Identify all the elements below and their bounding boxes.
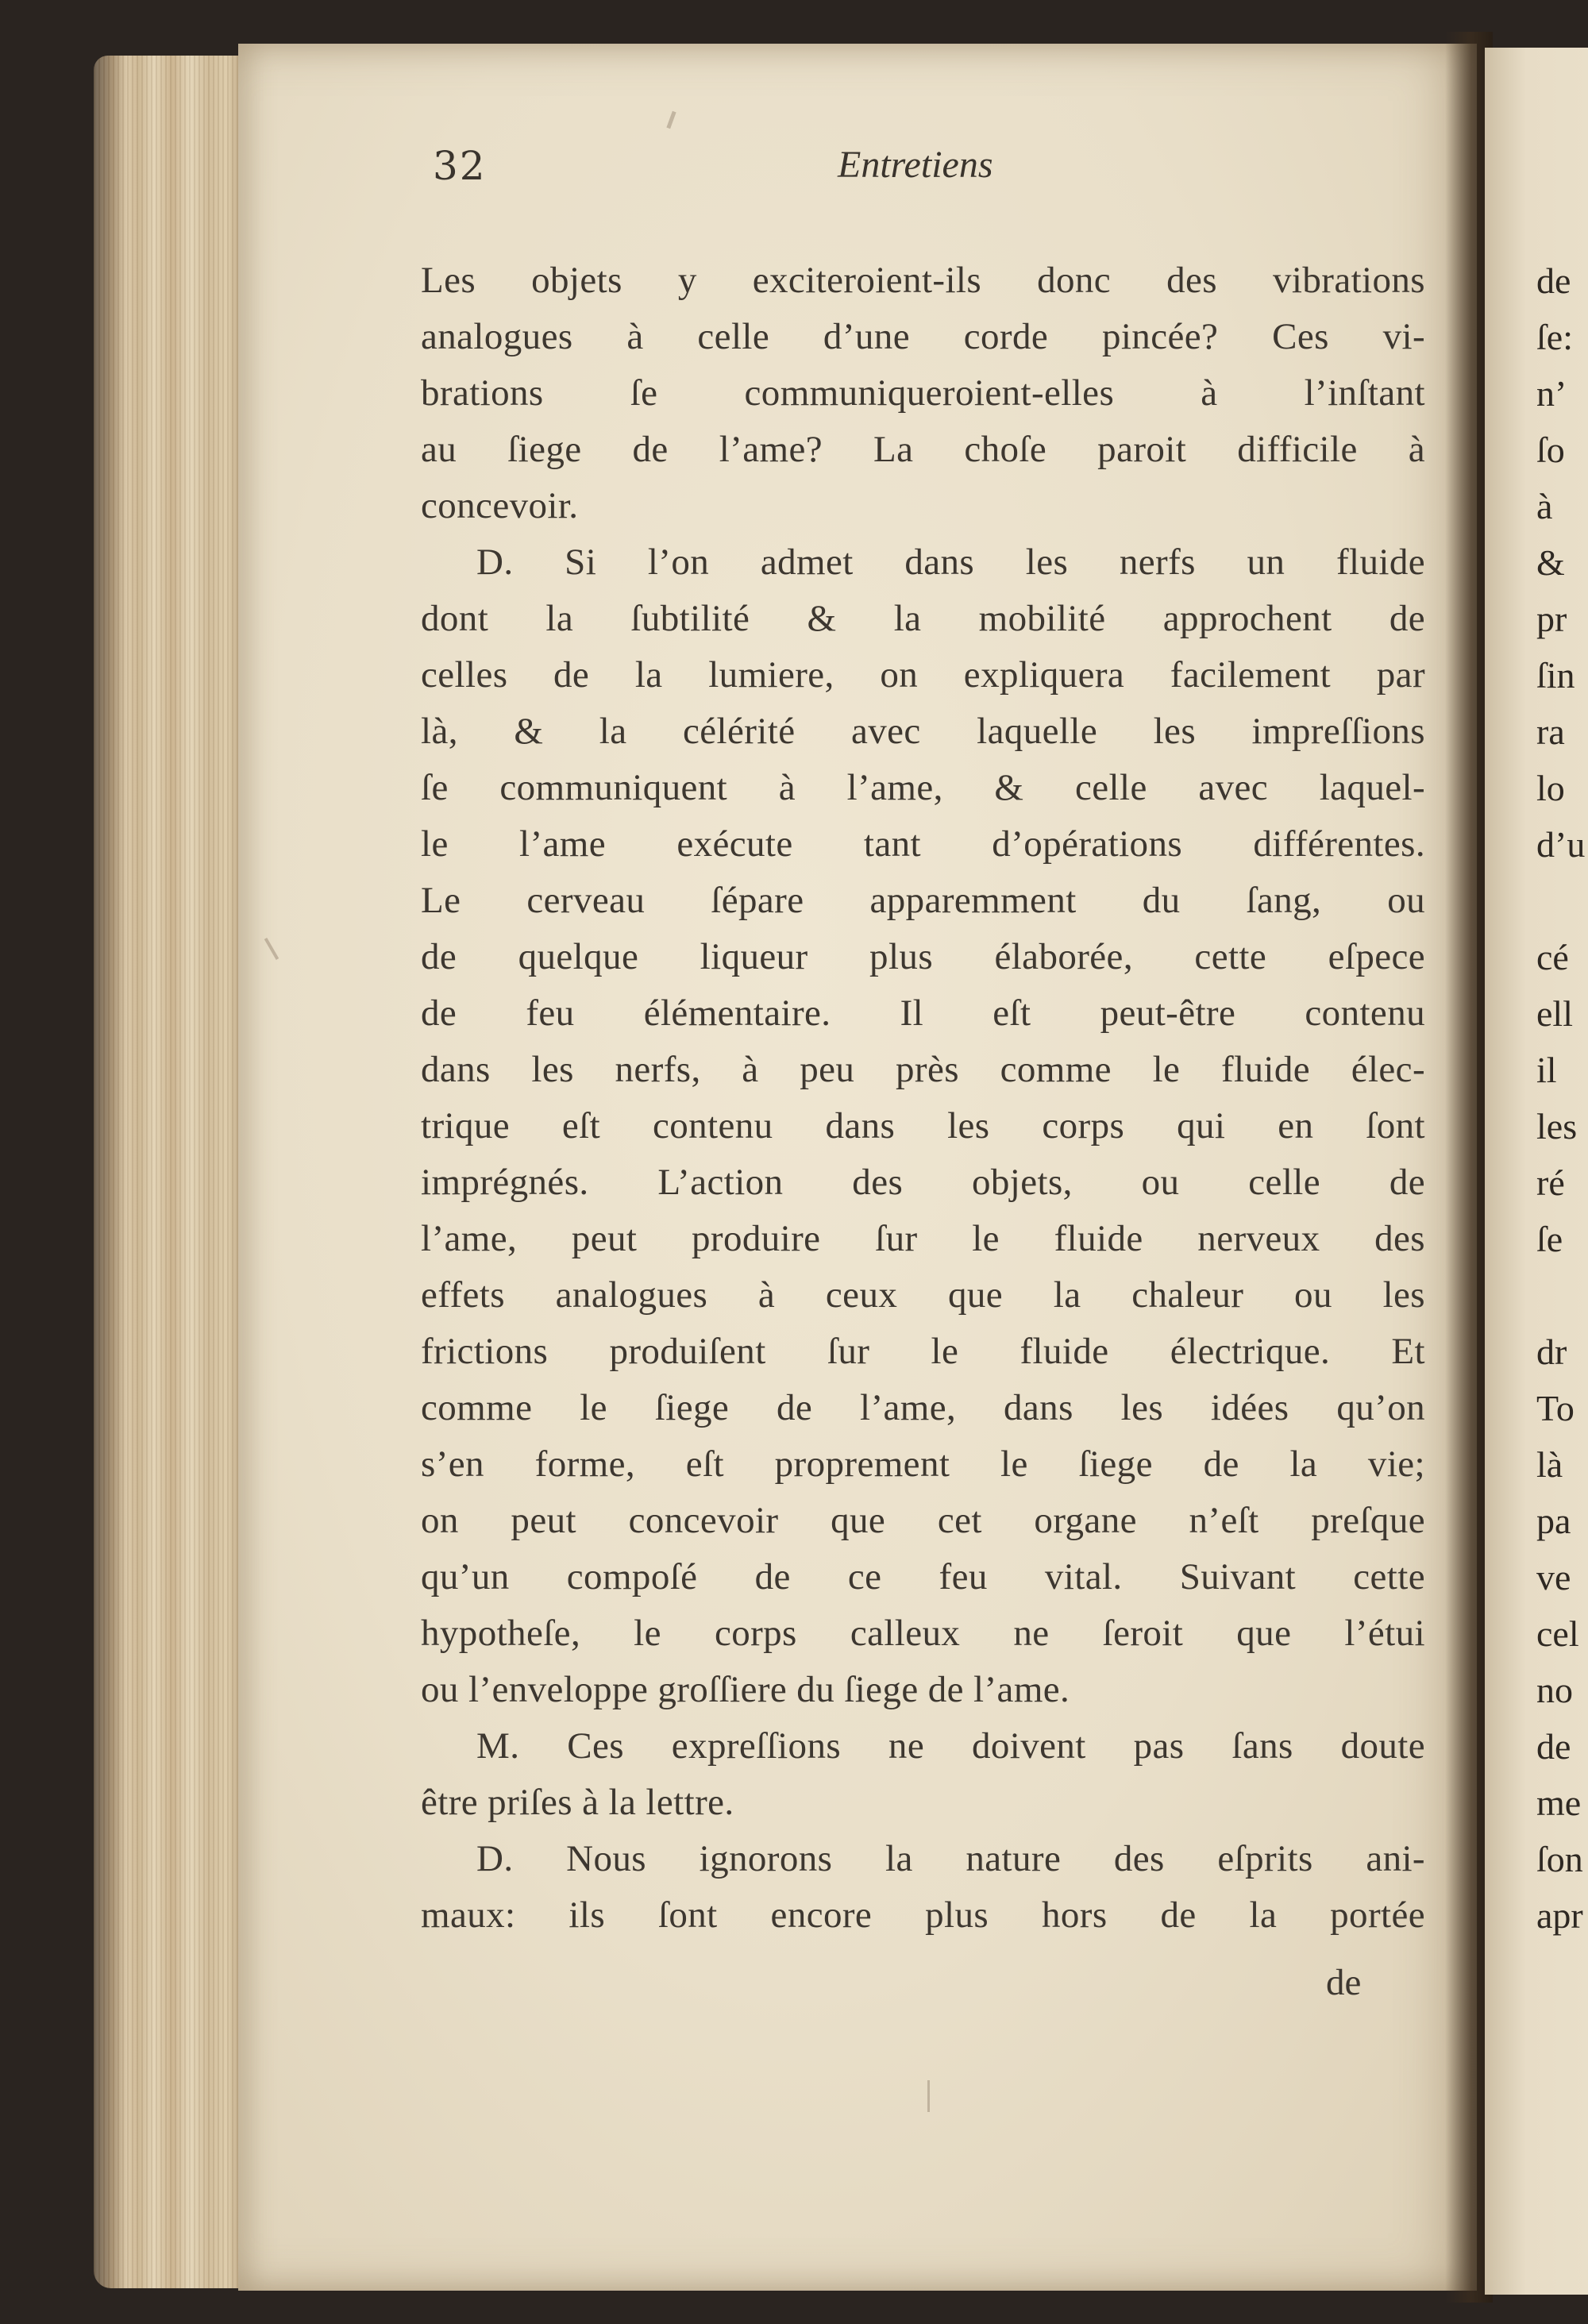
text-line: le l’ame exécute tant d’opérations différentes.: [421, 823, 1425, 865]
text-line: dont la ſubtilité & la mobilité approchent de: [421, 598, 1425, 639]
book-fore-edge: [94, 56, 245, 2288]
text-line: D. Nous ignorons la nature des eſprits ani-: [476, 1838, 1425, 1879]
text-line: D. Si l’on admet dans les nerfs un fluide: [476, 541, 1425, 583]
facing-line: ſin: [1536, 655, 1575, 696]
text-line: frictions produiſent ſur le fluide électrique. Et: [421, 1331, 1425, 1372]
facing-line: cel: [1536, 1613, 1579, 1654]
text-line: maux: ils ſont encore plus hors de la portée: [421, 1894, 1425, 1936]
text-line: dans les nerfs, à peu près comme le fluide élec-: [421, 1049, 1425, 1090]
facing-line: de: [1536, 1726, 1571, 1767]
facing-line: ſe: [1536, 1219, 1563, 1259]
facing-line: &: [1536, 542, 1565, 583]
text-line: M. Ces expreſſions ne doivent pas ſans doute: [476, 1725, 1425, 1767]
facing-line: pr: [1536, 599, 1567, 639]
facing-line: [1536, 873, 1585, 929]
facing-line: lo: [1536, 768, 1565, 808]
facing-line: ra: [1536, 711, 1565, 752]
text-line: qu’un compoſé de ce feu vital. Suivant cette: [421, 1556, 1425, 1598]
ink-speck: [927, 2080, 930, 2112]
text-line: au ſiege de l’ame? La choſe paroit difficile à: [421, 429, 1425, 470]
text-line: brations ſe communiqueroient-elles à l’inſtant: [421, 372, 1425, 414]
text-line: on peut concevoir que cet organe n’eſt preſque: [421, 1500, 1425, 1541]
facing-line: d’u: [1536, 824, 1586, 865]
running-head: Entretiens: [838, 144, 993, 186]
body-text: [421, 252, 1425, 1944]
facing-line: à: [1536, 486, 1553, 526]
facing-line: n’: [1536, 373, 1567, 414]
text-line: comme le ſiege de l’ame, dans les idées qu’on: [421, 1387, 1425, 1428]
catchword: de: [1326, 1962, 1362, 2003]
text-line: celles de la lumiere, on expliquera facilement par: [421, 654, 1425, 696]
facing-line: les: [1536, 1106, 1578, 1147]
text-line: là, & la célérité avec laquelle les impreſſions: [421, 711, 1425, 752]
facing-line: ve: [1536, 1557, 1571, 1598]
text-line: ſe communiquent à l’ame, & celle avec laquel-: [421, 767, 1425, 808]
facing-line: [1536, 1267, 1585, 1324]
facing-page-text: [1536, 252, 1585, 1944]
facing-line: de: [1536, 260, 1571, 301]
facing-line: me: [1536, 1783, 1582, 1823]
facing-line: apr: [1536, 1895, 1583, 1936]
page-header: [433, 143, 1425, 206]
text-line: hypotheſe, le corps calleux ne ſeroit que l’étui: [421, 1613, 1425, 1654]
facing-line: il: [1536, 1050, 1557, 1090]
facing-line: cé: [1536, 937, 1569, 977]
facing-line: ſe:: [1536, 317, 1573, 357]
text-line: ou l’enveloppe groſſiere du ſiege de l’ame.: [421, 1669, 1070, 1710]
facing-line: To: [1536, 1388, 1575, 1428]
facing-line: dr: [1536, 1332, 1567, 1372]
text-line: être priſes à la lettre.: [421, 1782, 734, 1823]
facing-line: là: [1536, 1444, 1563, 1485]
page-number: 32: [433, 143, 487, 189]
text-line: concevoir.: [421, 485, 579, 526]
facing-line: no: [1536, 1670, 1573, 1710]
facing-line: ſo: [1536, 430, 1565, 470]
text-line: l’ame, peut produire ſur le fluide nerveux des: [421, 1218, 1425, 1259]
facing-line: ſon: [1536, 1839, 1583, 1879]
text-line: analogues à celle d’une corde pincée? Ces vi-: [421, 316, 1425, 357]
text-line: effets analogues à ceux que la chaleur ou les: [421, 1274, 1425, 1316]
text-line: s’en forme, eſt proprement le ſiege de la vie;: [421, 1443, 1425, 1485]
text-line: Le cerveau ſépare apparemment du ſang, ou: [421, 880, 1425, 921]
text-line: de quelque liqueur plus élaborée, cette eſpece: [421, 936, 1425, 977]
text-line: Les objets y exciteroient-ils donc des vibrations: [421, 260, 1425, 301]
text-line: imprégnés. L’action des objets, ou celle de: [421, 1162, 1425, 1203]
text-line: trique eſt contenu dans les corps qui en ſont: [421, 1105, 1425, 1147]
text-line: de feu élémentaire. Il eſt peut-être contenu: [421, 992, 1425, 1034]
facing-line: ré: [1536, 1162, 1565, 1203]
facing-line: ell: [1536, 993, 1573, 1034]
facing-line: pa: [1536, 1501, 1571, 1541]
